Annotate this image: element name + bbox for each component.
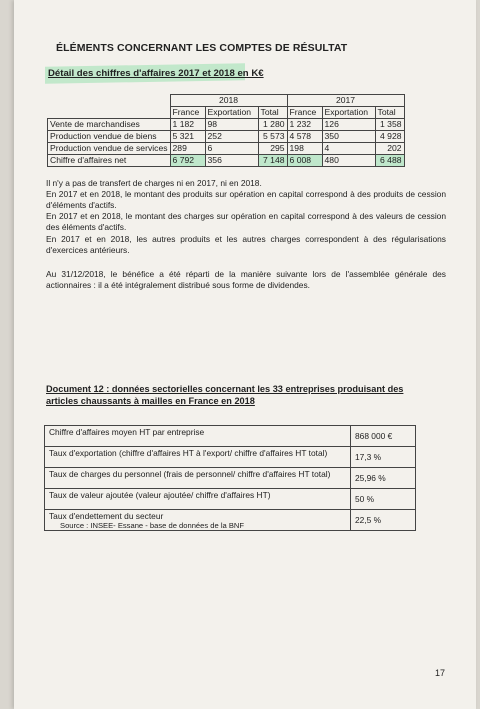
row-label: Taux d'endettement du secteur bbox=[45, 510, 351, 531]
table-cell: 6 bbox=[205, 143, 258, 155]
col-header: Total bbox=[258, 107, 287, 119]
row-label: Taux de charges du personnel (frais de personnel/ chiffre d'affaires HT total) bbox=[45, 468, 351, 489]
paragraph-profit: Au 31/12/2018, le bénéfice a été réparti de la manière suivante lors de l'assemblée générale des actionnaires : il a été intégralement distribué sous forme de dividendes. bbox=[46, 269, 446, 290]
table-cell: 126 bbox=[322, 119, 375, 131]
table-cell: 480 bbox=[322, 155, 375, 167]
table-cell: 198 bbox=[287, 143, 322, 155]
paragraph-transfer: Il n'y a pas de transfert de charges ni en 2017, ni en 2018. bbox=[46, 178, 262, 188]
row-value: 50 % bbox=[351, 489, 416, 510]
table-row bbox=[45, 426, 416, 447]
table-row bbox=[45, 447, 416, 468]
table-cell-highlighted: 6 488 bbox=[375, 155, 404, 167]
row-label: Production vendue de services bbox=[48, 143, 171, 155]
page-number: 17 bbox=[435, 668, 446, 678]
table-cell: 252 bbox=[205, 131, 258, 143]
year-2017-header: 2017 bbox=[287, 95, 404, 107]
table-cell: 1 280 bbox=[258, 119, 287, 131]
table-row bbox=[48, 131, 405, 143]
table-cell: 289 bbox=[170, 143, 205, 155]
table-row bbox=[48, 143, 405, 155]
table-cell: 1 358 bbox=[375, 119, 404, 131]
col-header: Total bbox=[375, 107, 404, 119]
row-label: Vente de marchandises bbox=[48, 119, 171, 131]
table-col-header-row bbox=[48, 107, 405, 119]
row-value: 868 000 € bbox=[351, 426, 416, 447]
paragraph-other: En 2017 et en 2018, les autres produits et les autres charges correspondent à des régularisations d'exercices antérieurs. bbox=[46, 234, 446, 255]
table-cell: 5 321 bbox=[170, 131, 205, 143]
row-value: 22,5 % bbox=[351, 510, 416, 531]
revenue-table bbox=[47, 94, 405, 167]
table-row bbox=[45, 489, 416, 510]
table-cell: 1 232 bbox=[287, 119, 322, 131]
table-cell-highlighted: 7 148 bbox=[258, 155, 287, 167]
row-label: Production vendue de biens bbox=[48, 131, 171, 143]
sector-data-table bbox=[44, 425, 416, 531]
paragraph-charges-capital: En 2017 et en 2018, le montant des charges sur opération en capital correspond à des valeurs de cession des éléments d'actifs. bbox=[46, 211, 446, 232]
document-12-title: Document 12 : données sectorielles concernant les 33 entreprises produisant des articles chaussants à mailles en France en 2018 bbox=[46, 384, 404, 406]
row-label: Taux de valeur ajoutée (valeur ajoutée/ chiffre d'affaires HT) bbox=[45, 489, 351, 510]
table-cell: 98 bbox=[205, 119, 258, 131]
row-label: Chiffre d'affaires net bbox=[48, 155, 171, 167]
table-corner-2 bbox=[48, 107, 171, 119]
subtitle: Détail des chiffres d'affaires 2017 et 2018 en K€ bbox=[48, 68, 264, 79]
table-cell-highlighted: 6 792 bbox=[170, 155, 205, 167]
table-cell-highlighted: 6 008 bbox=[287, 155, 322, 167]
paragraph-products-capital: En 2017 et en 2018, le montant des produits sur opération en capital correspond à des produits de cession d'éléments d'actifs. bbox=[46, 189, 446, 210]
table-cell: 350 bbox=[322, 131, 375, 143]
table-cell: 4 578 bbox=[287, 131, 322, 143]
table-row bbox=[45, 468, 416, 489]
source-note: Source : INSEE- Essane - base de données de la BNF bbox=[60, 521, 245, 530]
section-title: ÉLÉMENTS CONCERNANT LES COMPTES DE RÉSULTAT bbox=[56, 42, 348, 54]
table-row-total bbox=[48, 155, 405, 167]
col-header: France bbox=[287, 107, 322, 119]
row-value: 25,96 % bbox=[351, 468, 416, 489]
table-cell: 202 bbox=[375, 143, 404, 155]
col-header: Exportation bbox=[322, 107, 375, 119]
table-cell: 1 182 bbox=[170, 119, 205, 131]
col-header: Exportation bbox=[205, 107, 258, 119]
table-row bbox=[48, 119, 405, 131]
table-cell: 4 928 bbox=[375, 131, 404, 143]
row-label: Chiffre d'affaires moyen HT par entreprise bbox=[45, 426, 351, 447]
table-cell: 356 bbox=[205, 155, 258, 167]
table-year-row bbox=[48, 95, 405, 107]
year-2018-header: 2018 bbox=[170, 95, 287, 107]
table-cell: 4 bbox=[322, 143, 375, 155]
row-value: 17,3 % bbox=[351, 447, 416, 468]
table-cell: 5 573 bbox=[258, 131, 287, 143]
table-corner bbox=[48, 95, 171, 107]
row-label: Taux d'exportation (chiffre d'affaires HT à l'export/ chiffre d'affaires HT total) bbox=[45, 447, 351, 468]
table-cell: 295 bbox=[258, 143, 287, 155]
col-header: France bbox=[170, 107, 205, 119]
